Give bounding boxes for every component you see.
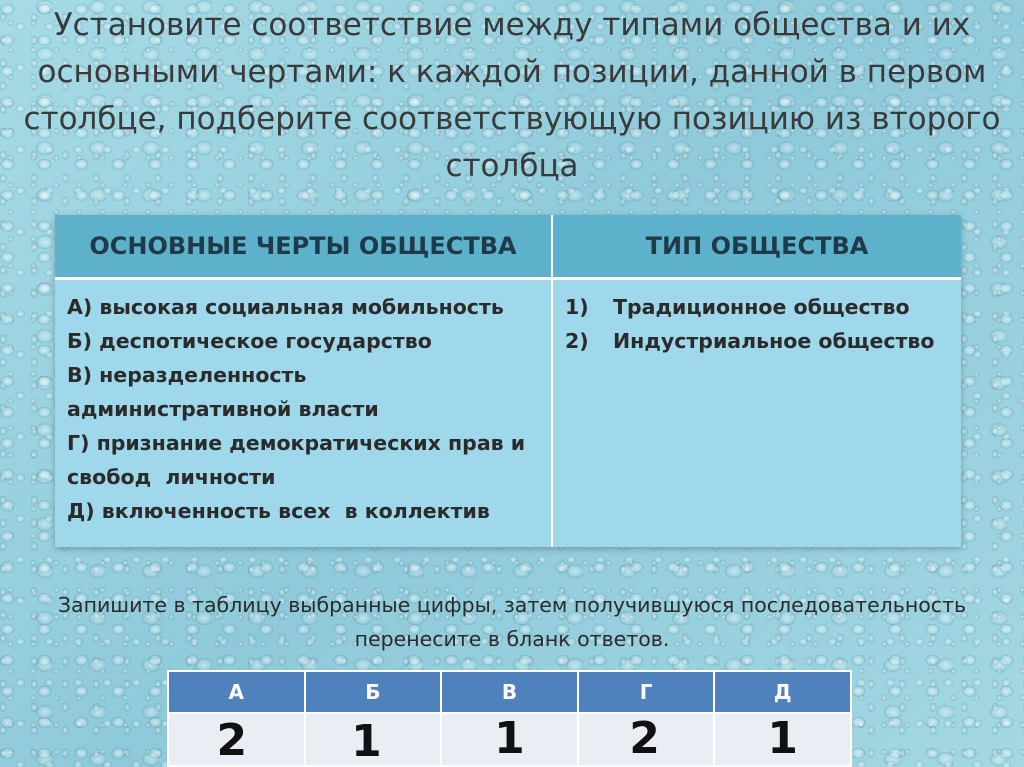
answer-cell[interactable]: 1 xyxy=(305,713,442,766)
header-types: ТИП ОБЩЕСТВА xyxy=(552,215,961,279)
type-item xyxy=(565,324,949,358)
feature-line: свобод личности xyxy=(67,465,276,489)
answer-header: А xyxy=(168,671,305,713)
answer-cell[interactable]: 1 xyxy=(714,713,851,766)
answer-header: Д xyxy=(714,671,851,713)
type-item xyxy=(565,290,949,324)
answer-cell[interactable]: 2 xyxy=(578,713,715,766)
answer-cell[interactable]: 1 xyxy=(441,713,578,766)
header-features: ОСНОВНЫЕ ЧЕРТЫ ОБЩЕСТВА xyxy=(55,215,552,279)
feature-line: административной власти xyxy=(67,397,379,421)
task-title: Установите соответствие между типами общества и их основными чертами: к каждой позиции, данной в первом столбце, подберите соответствующую позицию из второго столбца xyxy=(23,7,1001,184)
instruction-text xyxy=(0,588,1024,656)
answer-table xyxy=(167,670,852,767)
type-label: Индустриальное общество xyxy=(613,329,935,353)
instruction-line: перенесите в бланк ответов. xyxy=(354,627,670,651)
answer-header: Б xyxy=(305,671,442,713)
instruction-line: Запишите в таблицу выбранные цифры, затем получившуюся последовательность xyxy=(57,593,967,617)
answer-cell[interactable]: 2 xyxy=(168,713,305,766)
feature-line: А) высокая социальная мобильность xyxy=(67,295,504,319)
answer-header: В xyxy=(441,671,578,713)
type-label: Традиционное общество xyxy=(613,295,910,319)
matching-table xyxy=(55,215,961,547)
feature-line: Д) включенность всех в коллектив xyxy=(67,499,490,523)
answer-header: Г xyxy=(578,671,715,713)
feature-line: В) неразделенность xyxy=(67,363,307,387)
type-number: 1) xyxy=(565,295,589,319)
feature-line: Б) деспотическое государство xyxy=(67,329,432,353)
type-number: 2) xyxy=(565,329,589,353)
feature-line: Г) признание демократических прав и xyxy=(67,431,526,455)
types-cell xyxy=(552,279,961,548)
features-cell xyxy=(55,279,552,548)
